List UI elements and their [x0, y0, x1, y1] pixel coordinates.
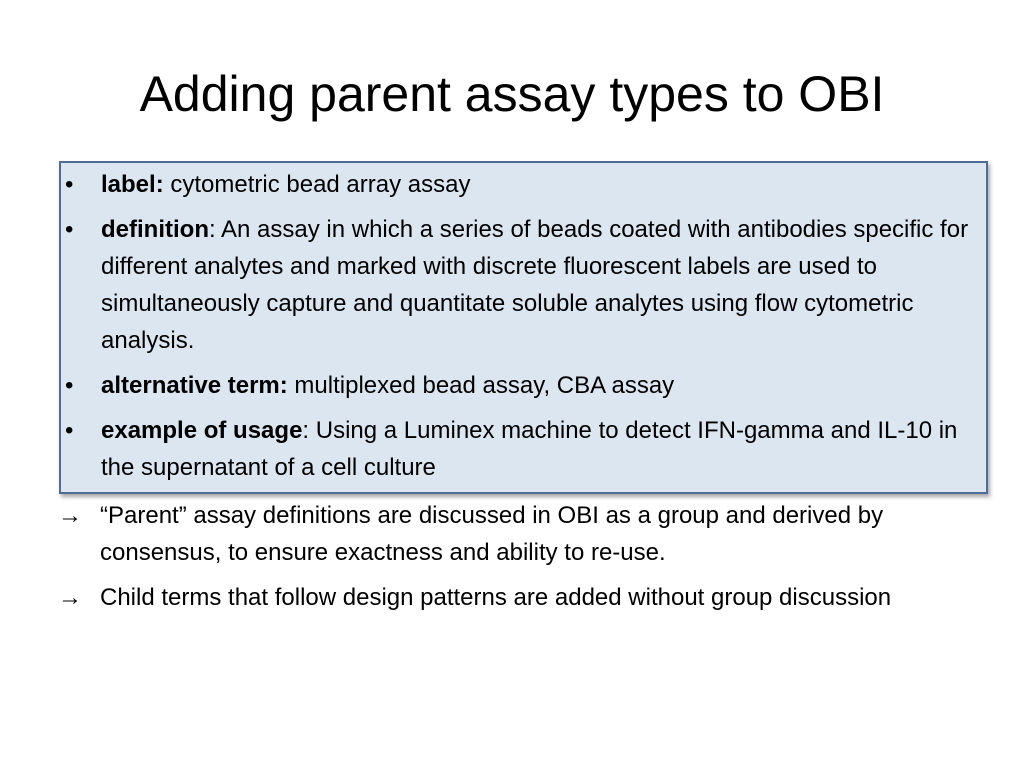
term-name: definition: [101, 216, 209, 243]
slide-title: Adding parent assay types to OBI: [139, 66, 885, 122]
term-name: label:: [101, 171, 164, 198]
arrow-right-icon: →: [58, 502, 82, 529]
term-name: alternative term:: [101, 372, 288, 399]
arrow-right-icon: →: [58, 584, 82, 611]
note-child-terms: [58, 579, 988, 616]
note-text: Child terms that follow design patterns are added without group discussion: [100, 584, 892, 611]
definition-item-definition: [61, 211, 981, 359]
bullet-icon: •: [65, 417, 74, 444]
definition-box: [59, 161, 988, 494]
definition-item-alternative-term: [61, 367, 981, 404]
notes-list: [58, 497, 988, 624]
bullet-icon: •: [65, 216, 74, 243]
term-value: : Using a Luminex machine to detect IFN-gamma and IL-10 in the supernatant of a cell culture: [101, 417, 958, 481]
note-text: “Parent” assay definitions are discussed in OBI as a group and derived by consensus, to ensure exactness and ability to re-use.: [100, 502, 884, 566]
definition-item-label: [61, 166, 981, 203]
bullet-icon: •: [65, 372, 74, 399]
term-name: example of usage: [101, 417, 303, 444]
definition-list: [61, 166, 981, 494]
note-parent-definitions: [58, 497, 988, 571]
bullet-icon: •: [65, 171, 74, 198]
definition-item-example-of-usage: [61, 412, 981, 486]
term-value: cytometric bead array assay: [163, 171, 471, 198]
term-value: multiplexed bead assay, CBA assay: [287, 372, 675, 399]
term-value: : An assay in which a series of beads coated with antibodies specific for different analytes and marked with discrete fluorescent labels are used to simultaneously capture and quantitate soluble analytes using flow cytometric analysis.: [101, 216, 969, 354]
